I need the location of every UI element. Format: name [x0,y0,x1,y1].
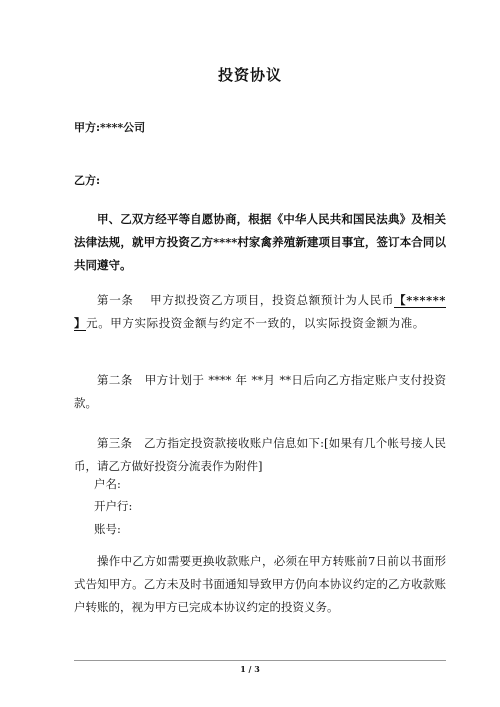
article-3-note-paragraph: 操作中乙方如需要更换收款账户，必须在甲方转账前7日前以书面形式告知甲方。乙方未及时书面通知导致甲方仍向本协议约定的乙方收款账户转账的，视为甲方已完成本协议约定的投资义务。 [74,554,446,614]
intro-paragraph: 甲、乙双方经平等自愿协商，根据《中华人民共和国民法典》及相关法律法规，就甲方投资乙方****村家禽养殖新建项目事宜，签订本合同以共同遵守。 [74,212,446,272]
party-a-line: 甲方:****公司 [74,121,146,134]
party-b-line: 乙方: [74,174,101,187]
article-2-paragraph: 第二条 甲方计划于 **** 年 **月 **日后向乙方指定账户支付投资款。 [74,373,446,410]
account-number-label: 账号: [94,522,121,536]
article-1-paragraph [74,289,446,335]
footer-divider [74,660,446,661]
document-title: 投资协议 [217,66,282,84]
investment-amount-blank: 【****** 】 [74,293,446,330]
account-name-label: 户名: [94,477,121,491]
article-1-text-before: 第一条 甲方拟投资乙方项目，投资总额预计为人民币 [97,293,395,307]
article-3-paragraph: 第三条 乙方指定投资款接收账户信息如下:[如果有几个帐号接人民币，请乙方做好投资分流表作为附件] [74,436,446,473]
page-number: 1 / 3 [240,664,260,674]
article-1-text-after: 元。甲方实际投资金额与约定不一致的，以实际投资金额为准。 [86,316,425,330]
account-bank-label: 开户行: [94,499,133,513]
